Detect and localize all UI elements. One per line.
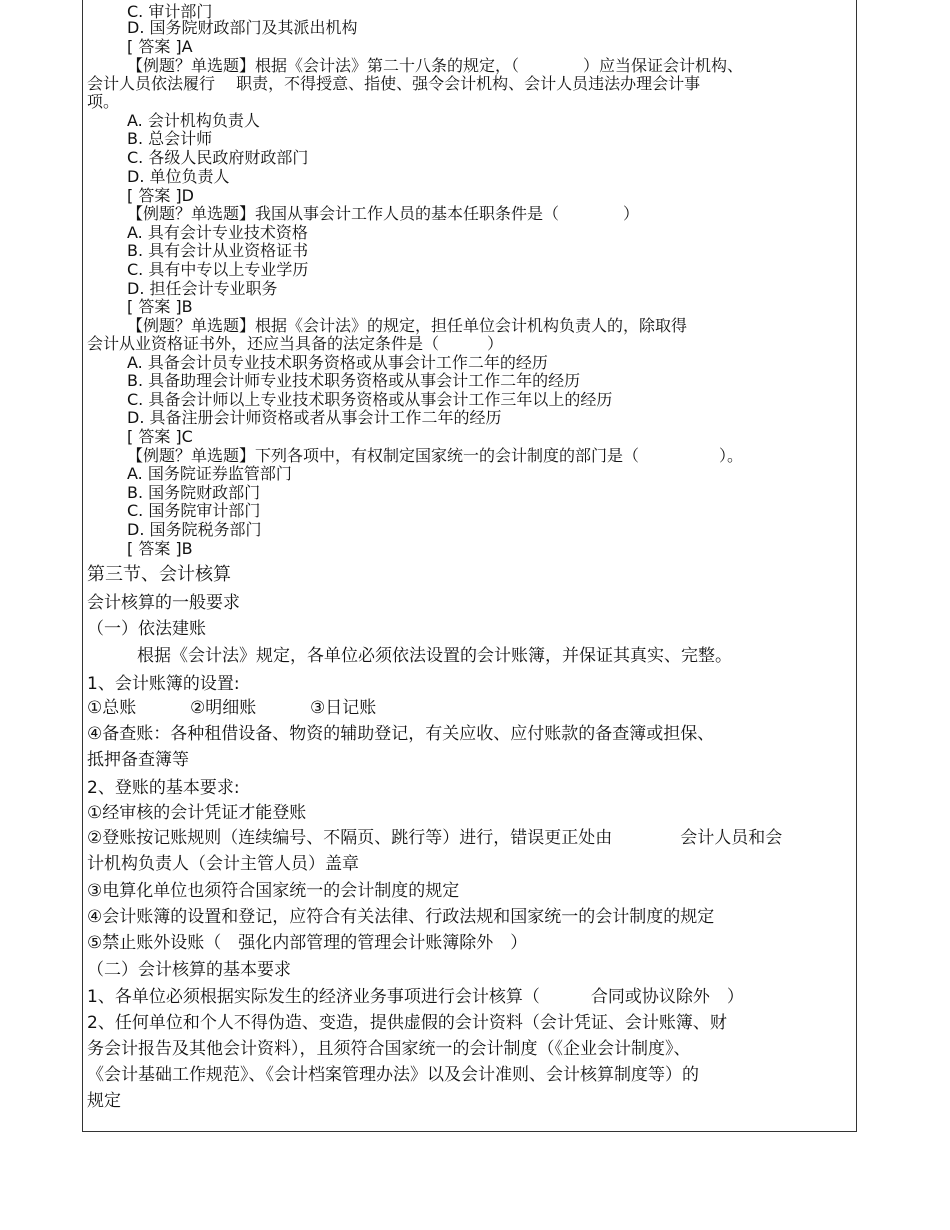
option-b: B. 具备助理会计师专业技术职务资格或从事会计工作二年的经历 xyxy=(127,371,581,390)
option-c: C. 具有中专以上专业学历 xyxy=(127,260,309,279)
paragraph: 2、任何单位和个人不得伪造、变造，提供虚假的会计资料（会计凭证、会计账簿、财 xyxy=(87,1013,727,1033)
question-stem: 会计人员依法履行 职责，不得授意、指使、强令会计机构、会计人员违法办理会计事 xyxy=(87,74,701,93)
question-stem: 项。 xyxy=(87,92,120,111)
question-stem: 【例题？单选题】根据《会计法》第二十八条的规定，（ ）应当保证会计机构、 xyxy=(127,56,744,75)
list-item: ①经审核的会计凭证才能登账 xyxy=(87,803,307,823)
answer: [ 答案 ]D xyxy=(127,186,194,205)
option-c: C. 具备会计师以上专业技术职务资格或从事会计工作三年以上的经历 xyxy=(127,390,613,409)
subheading: （二）会计核算的基本要求 xyxy=(87,960,291,980)
option-a: A. 具有会计专业技术资格 xyxy=(127,223,308,242)
list-item: 计机构负责人（会计主管人员）盖章 xyxy=(87,854,359,874)
list-heading: 1、会计账簿的设置: xyxy=(87,674,240,694)
option-d: D. 具备注册会计师资格或者从事会计工作二年的经历 xyxy=(127,408,502,427)
question-stem: 【例题？单选题】根据《会计法》的规定，担任单位会计机构负责人的，除取得 xyxy=(127,316,688,335)
list-item: ②登账按记账规则（连续编号、不隔页、跳行等）进行，错误更正处由 会计人员和会 xyxy=(87,828,783,848)
answer: [ 答案 ]C xyxy=(127,427,193,446)
list-item: ②明细账 xyxy=(190,698,257,718)
option-d: D. 国务院税务部门 xyxy=(127,520,262,539)
option-a: A. 国务院证券监管部门 xyxy=(127,464,292,483)
option-c: C. 国务院审计部门 xyxy=(127,501,261,520)
option-a: A. 会计机构负责人 xyxy=(127,111,260,130)
list-item: 抵押备查簿等 xyxy=(87,750,189,770)
question-stem: 会计从业资格证书外，还应当具备的法定条件是（ ） xyxy=(87,334,504,353)
list-item: ⑤禁止账外设账（ 强化内部管理的管理会计账簿除外 ） xyxy=(87,933,528,953)
list-item: ④会计账簿的设置和登记，应符合有关法律、行政法规和国家统一的会计制度的规定 xyxy=(87,907,715,927)
option-b: B. 具有会计从业资格证书 xyxy=(127,241,309,260)
answer: [ 答案 ]B xyxy=(127,297,193,316)
paragraph: 规定 xyxy=(87,1091,121,1111)
paragraph: 1、各单位必须根据实际发生的经济业务事项进行会计核算（ 合同或协议除外 ） xyxy=(87,987,744,1007)
question-stem: 【例题？单选题】下列各项中，有权制定国家统一的会计制度的部门是（ ）。 xyxy=(127,446,744,465)
subheading: 会计核算的一般要求 xyxy=(87,593,240,613)
list-item: ①总账 xyxy=(87,698,137,718)
list-item: ③电算化单位也须符合国家统一的会计制度的规定 xyxy=(87,881,460,901)
answer: [ 答案 ]A xyxy=(127,37,193,56)
paragraph: 《会计基础工作规范》、《会计档案管理办法》以及会计准则、会计核算制度等）的 xyxy=(87,1065,699,1085)
paragraph: 根据《会计法》规定，各单位必须依法设置的会计账簿，并保证其真实、完整。 xyxy=(137,646,732,666)
option-c: C. 审计部门 xyxy=(127,2,213,21)
section-title: 第三节、会计核算 xyxy=(87,564,231,585)
option-d: D. 单位负责人 xyxy=(127,167,230,186)
option-d: D. 国务院财政部门及其派出机构 xyxy=(127,18,358,37)
option-c: C. 各级人民政府财政部门 xyxy=(127,148,309,167)
list-item: ④备查账：各种租借设备、物资的辅助登记，有关应收、应付账款的备查簿或担保、 xyxy=(87,724,715,744)
option-b: B. 总会计师 xyxy=(127,129,213,148)
paragraph: 务会计报告及其他会计资料），且须符合国家统一的会计制度（《企业会计制度》、 xyxy=(87,1039,691,1059)
list-item: ③日记账 xyxy=(310,698,377,718)
subheading: （一）依法建账 xyxy=(87,619,206,639)
list-heading: 2、登账的基本要求: xyxy=(87,778,240,798)
option-a: A. 具备会计员专业技术职务资格或从事会计工作二年的经历 xyxy=(127,353,548,372)
option-d: D. 担任会计专业职务 xyxy=(127,279,278,298)
option-b: B. 国务院财政部门 xyxy=(127,483,261,502)
answer: [ 答案 ]B xyxy=(127,539,193,558)
question-stem: 【例题？单选题】我国从事会计工作人员的基本任职条件是（ ） xyxy=(127,204,640,223)
